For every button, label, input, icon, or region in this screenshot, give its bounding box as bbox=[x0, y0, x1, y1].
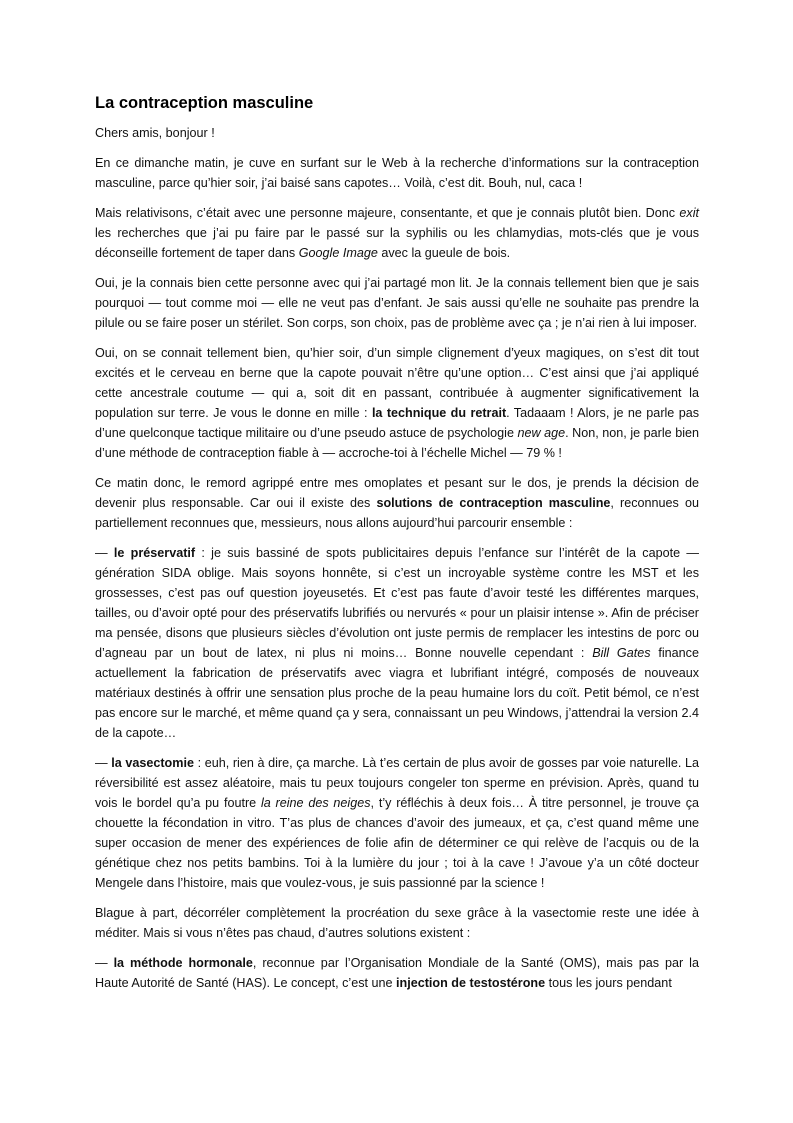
emphasis-google-image: Google Image bbox=[298, 246, 378, 260]
emphasis-new-age: new age bbox=[517, 426, 566, 440]
vasectomie-paragraph: — la vasectomie : euh, rien à dire, ça marche. Là t’es certain de plus avoir de gosses par voie naturelle. La réversibilité est assez aléatoire, mais tu peux toujours congeler ton sperme en prévision. Après, quand tu vois le bordel qu’a pu foutre la reine des neiges, t’y réfléchis à deux fois… À titre personnel, je trouve ça chouette la fécondation in vitro. T’as plus de chances d’avoir des jumeaux, et ça, c’est quand même une super occasion de mener des expériences de folie afin de déterminer ce qui relève de l’acquis ou de la génétique chez nos petits bambins. Toi à la lumière du jour ; toi à la cave ! J’avoue y’a un côté docteur Mengele dans l’histoire, mais que voulez-vous, je suis passionné par la science ! bbox=[95, 756, 699, 890]
responsable-paragraph: Ce matin donc, le remord agrippé entre mes omoplates et pesant sur le dos, je prends la décision de devenir plus responsable. Car oui il existe des solutions de contraception masculine, reconnues ou partiellement reconnues que, messieurs, nous allons aujourd’hui parcourir ensemble : bbox=[95, 476, 699, 530]
blague-paragraph: Blague à part, décorréler complètement la procréation du sexe grâce à la vasectomie reste une idée à méditer. Mais si vous n’êtes pas chaud, d’autres solutions existent : bbox=[95, 906, 699, 940]
greeting-paragraph: Chers amis, bonjour ! bbox=[95, 126, 215, 140]
bold-solutions-contraception: solutions de contraception masculine bbox=[376, 496, 611, 510]
relativisons-paragraph: Mais relativisons, c’était avec une personne majeure, consentante, et que je connais plutôt bien. Donc exit les recherches que j’ai pu faire par le passé sur la syphilis ou les chlamydias, mots-clés que je vous déconseille fortement de taper dans Google Image avec la gueule de bois. bbox=[95, 206, 699, 260]
bold-methode-hormonale: la méthode hormonale bbox=[113, 956, 253, 970]
hormonale-paragraph: — la méthode hormonale, reconnue par l’Organisation Mondiale de la Santé (OMS), mais pas par la Haute Autorité de Santé (HAS). Le concept, c’est une injection de testostérone tous les jours pendant bbox=[95, 956, 699, 990]
connais-paragraph: Oui, je la connais bien cette personne avec qui j’ai partagé mon lit. Je la connais tellement bien que je sais pourquoi — tout comme moi — elle ne veut pas d’enfant. Je sais aussi qu’elle ne souhaite pas prendre la pilule ou se faire poser un stérilet. Son corps, son choix, pas de problème avec ça ; je n’ai rien à lui imposer. bbox=[95, 276, 699, 330]
document-page bbox=[95, 93, 699, 1003]
preservatif-paragraph: — le préservatif : je suis bassiné de spots publicitaires depuis l’enfance sur l’intérêt de la capote — génération SIDA oblige. Mais soyons honnête, si c’est un incroyable système contre les MST et les grossesses, c’est pas ouf question joyeusetés. Et c’est pas faute d’avoir testé les différentes marques, tailles, ou d’avoir opté pour des préservatifs lubrifiés ou nervurés « pour un plaisir intense ». Afin de préciser ma pensée, disons que plusieurs siècles d’évolution ont juste permis de remplacer les intestins de porc ou d’agneau par un bout de latex, ni plus ni moins… Bonne nouvelle cependant : Bill Gates finance actuellement la fabrication de préservatifs avec viagra et lubrifiant intégré, composés de nouveaux matériaux destinés à offrir une sensation plus proche de la peau humaine lors du coït. Petit bémol, ce n’est pas encore sur le marché, et même quand ça y sera, connaissant un peu Windows, j’attendrai la version 2.4 de la capote… bbox=[95, 546, 700, 740]
bold-vasectomie: la vasectomie bbox=[111, 756, 194, 770]
retrait-paragraph: Oui, on se connait tellement bien, qu’hier soir, d’un simple clignement d’yeux magiques, on s’est dit tout excités et le cerveau en berne que la capote pouvait n’être qu’une option… C’est ainsi que j’ai appliqué cette ancestrale coutume — qui a, soit dit en passant, contribuée à augmenter significativement la population sur terre. Je vous le donne en mille : la technique du retrait. Tadaaam ! Alors, je ne parle pas d’une quelconque tactique militaire ou d’une pseudo astuce de psychologie new age. Non, non, je parle bien d’une méthode de contraception fiable à — accroche-toi à l’échelle Michel — 79 % ! bbox=[95, 346, 700, 460]
bold-preservatif: le préservatif bbox=[113, 546, 196, 560]
emphasis-bill-gates: Bill Gates bbox=[592, 646, 651, 660]
emphasis-reine-des-neiges: la reine des neiges bbox=[260, 796, 371, 810]
document-title: La contraception masculine bbox=[95, 94, 314, 112]
bold-technique-retrait: la technique du retrait bbox=[371, 406, 507, 420]
bold-injection-testosterone: injection de testostérone bbox=[396, 976, 546, 990]
emphasis-exit: exit bbox=[679, 206, 699, 220]
intro-paragraph: En ce dimanche matin, je cuve en surfant sur le Web à la recherche d’informations sur la contraception masculine, parce qu’hier soir, j’ai baisé sans capotes… Voilà, c’est dit. Bouh, nul, caca ! bbox=[95, 156, 699, 190]
